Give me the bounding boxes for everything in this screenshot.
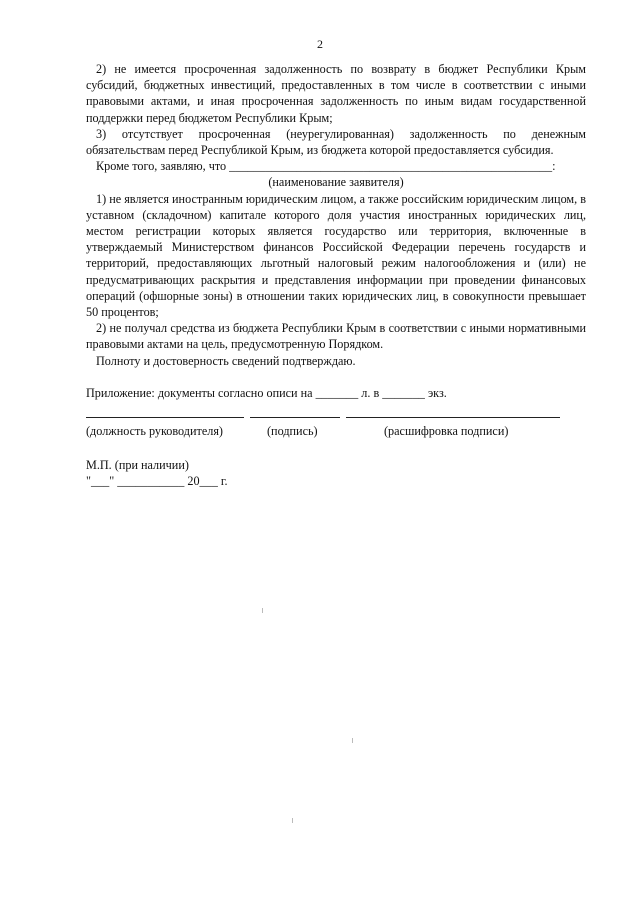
position-line [86,417,244,418]
declaration-item-2: 2) не получал средства из бюджета Республики Крым в соответствии с иными нормативными правовыми актами на цель, предусмотренную Порядком. [86,321,586,352]
confirmation-text: Полноту и достоверность сведений подтверждаю. [96,353,356,368]
signature-captions [86,423,586,439]
declaration-intro: Кроме того, заявляю, что _____________________________________________________: [96,159,556,174]
signature-lines [86,409,586,423]
date-line: "___" ___________ 20___ г. [86,474,228,489]
signature-line [250,417,340,418]
stamp-placeholder: М.П. (при наличии) [86,458,189,473]
decoding-line [346,417,560,418]
position-caption: (должность руководителя) [86,424,223,439]
signature-caption: (подпись) [267,424,318,439]
applicant-name-caption: (наименование заявителя) [268,175,404,190]
scan-speck [352,738,353,743]
attachment-line: Приложение: документы согласно описи на _______ л. в _______ экз. [86,385,447,400]
declaration-item-1: 1) не является иностранным юридическим лицом, а также российским юридическим лицом, в уставном (складочном) капитале которого доля участия иностранных юридических лиц, местом регистрации которых является государство или территория, включенные в утверждаемый Министерством финансов Российской Федерации перечень государств и территорий, предоставляющих льготный налоговый режим налогообложения и (или) не предусматривающих раскрытия и представления информации при проведении финансовых операций (офшорные зоны) в отношении таких юридических лиц, в совокупности превышает 50 процентов; [86,191,586,320]
scan-speck [262,608,263,613]
page-number: 2 [317,37,323,51]
decoding-caption: (расшифровка подписи) [384,424,509,439]
document-body [86,61,586,489]
scan-speck [292,818,293,823]
paragraph-item-3: 3) отсутствует просроченная (неурегулированная) задолженность по денежным обязательствам перед Республикой Крым, из бюджета которой предоставляется субсидия. [86,126,586,158]
paragraph-item-2: 2) не имеется просроченная задолженность по возврату в бюджет Республики Крым субсидий, бюджетных инвестиций, предоставленных в том числе в соответствии с иными правовыми актами, и иная просроченная задолженность по иным видам государственной поддержки перед бюджетом Республики Крым; [86,62,586,125]
